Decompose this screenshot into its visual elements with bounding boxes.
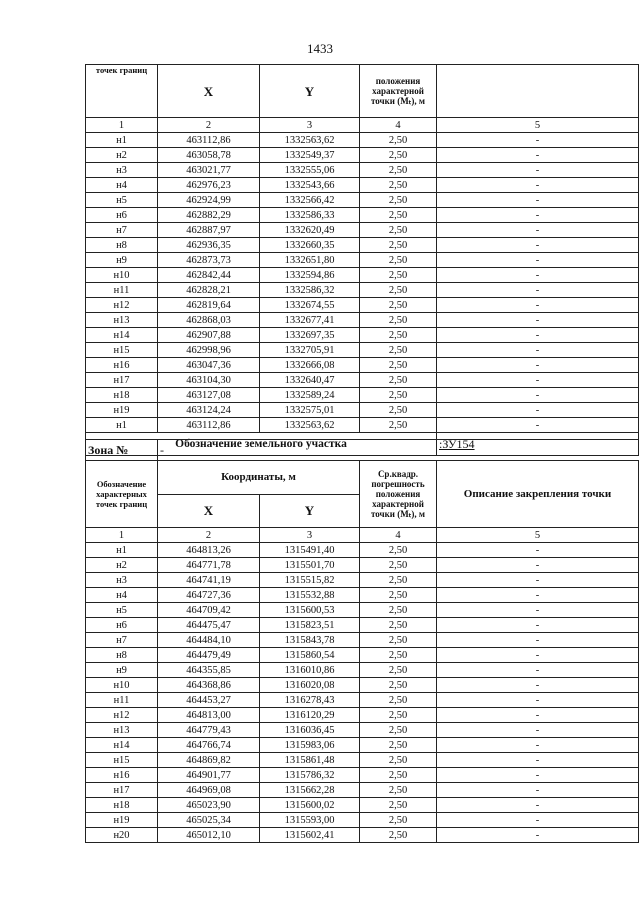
point-id-cell: н7 — [86, 223, 158, 238]
description-cell: - — [437, 253, 639, 268]
point-id-cell: н7 — [86, 633, 158, 648]
y-coordinate-cell: 1315532,88 — [260, 588, 360, 603]
description-cell: - — [437, 693, 639, 708]
x-coordinate-cell: 464355,85 — [158, 663, 260, 678]
y-coordinate-cell: 1315861,48 — [260, 753, 360, 768]
x-coordinate-cell: 465023,90 — [158, 798, 260, 813]
table-row — [86, 648, 639, 663]
accuracy-cell: 2,50 — [360, 238, 437, 253]
y-coordinate-cell: 1315662,28 — [260, 783, 360, 798]
table-row — [86, 388, 639, 403]
point-id-cell: н2 — [86, 148, 158, 163]
table-1-numbering-row — [86, 118, 639, 133]
table-row — [86, 208, 639, 223]
description-cell: - — [437, 163, 639, 178]
numbering-cell: 1 — [86, 528, 158, 543]
numbering-cell: 5 — [437, 118, 639, 133]
accuracy-cell: 2,50 — [360, 618, 437, 633]
zone-row — [86, 440, 639, 461]
table-2-header-row-1 — [86, 461, 639, 495]
point-id-cell: н10 — [86, 268, 158, 283]
table-row — [86, 178, 639, 193]
description-cell: - — [437, 603, 639, 618]
accuracy-cell: 2,50 — [360, 573, 437, 588]
numbering-cell: 1 — [86, 118, 158, 133]
description-cell: - — [437, 208, 639, 223]
table-row — [86, 193, 639, 208]
accuracy-cell: 2,50 — [360, 313, 437, 328]
accuracy-cell: 2,50 — [360, 753, 437, 768]
y-coordinate-cell: 1332589,24 — [260, 388, 360, 403]
x-coordinate-cell: 462868,03 — [158, 313, 260, 328]
point-id-cell: н8 — [86, 238, 158, 253]
table-row — [86, 693, 639, 708]
accuracy-cell: 2,50 — [360, 648, 437, 663]
description-cell: - — [437, 813, 639, 828]
zone-value: - — [158, 440, 639, 461]
accuracy-cell: 2,50 — [360, 388, 437, 403]
table-row — [86, 753, 639, 768]
description-cell: - — [437, 783, 639, 798]
table-row — [86, 238, 639, 253]
y-coordinate-cell: 1332555,06 — [260, 163, 360, 178]
point-id-cell: н9 — [86, 663, 158, 678]
x-coordinate-cell: 462828,21 — [158, 283, 260, 298]
description-cell: - — [437, 588, 639, 603]
point-id-cell: н8 — [86, 648, 158, 663]
y-coordinate-cell: 1316278,43 — [260, 693, 360, 708]
description-cell: - — [437, 298, 639, 313]
description-cell: - — [437, 358, 639, 373]
y-coordinate-cell: 1332549,37 — [260, 148, 360, 163]
table-row — [86, 148, 639, 163]
y-coordinate-cell: 1332575,01 — [260, 403, 360, 418]
point-id-cell: н1 — [86, 543, 158, 558]
point-id-cell: н2 — [86, 558, 158, 573]
description-cell: - — [437, 828, 639, 843]
point-id-cell: н19 — [86, 403, 158, 418]
y-coordinate-cell: 1332705,91 — [260, 343, 360, 358]
y-coordinate-cell: 1316036,45 — [260, 723, 360, 738]
accuracy-cell: 2,50 — [360, 828, 437, 843]
accuracy-cell: 2,50 — [360, 403, 437, 418]
point-id-cell: н17 — [86, 783, 158, 798]
x-coordinate-cell: 464869,82 — [158, 753, 260, 768]
table-row — [86, 798, 639, 813]
y-coordinate-cell: 1315501,70 — [260, 558, 360, 573]
point-id-cell: н9 — [86, 253, 158, 268]
table-row — [86, 768, 639, 783]
y-coordinate-cell: 1315843,78 — [260, 633, 360, 648]
table-row — [86, 133, 639, 148]
x-coordinate-cell: 464813,00 — [158, 708, 260, 723]
table-row — [86, 603, 639, 618]
x-coordinate-cell: 462842,44 — [158, 268, 260, 283]
table-1-header-row — [86, 65, 639, 118]
x-coordinate-cell: 462936,35 — [158, 238, 260, 253]
x-coordinate-cell: 463112,86 — [158, 418, 260, 433]
header-accuracy: положения характерной точки (Mₜ), м — [360, 65, 437, 118]
accuracy-cell: 2,50 — [360, 133, 437, 148]
point-id-cell: н5 — [86, 193, 158, 208]
description-cell: - — [437, 403, 639, 418]
point-id-cell: н6 — [86, 618, 158, 633]
y-coordinate-cell: 1332640,47 — [260, 373, 360, 388]
numbering-cell: 3 — [260, 118, 360, 133]
x-coordinate-cell: 464727,36 — [158, 588, 260, 603]
description-cell: - — [437, 268, 639, 283]
description-cell: - — [437, 768, 639, 783]
description-cell: - — [437, 148, 639, 163]
table-row — [86, 558, 639, 573]
x-coordinate-cell: 463104,30 — [158, 373, 260, 388]
description-cell: - — [437, 313, 639, 328]
y-coordinate-cell: 1315491,40 — [260, 543, 360, 558]
description-cell: - — [437, 388, 639, 403]
description-cell: - — [437, 633, 639, 648]
x-coordinate-cell: 464475,47 — [158, 618, 260, 633]
y-coordinate-cell: 1315600,02 — [260, 798, 360, 813]
x-coordinate-cell: 465025,34 — [158, 813, 260, 828]
y-coordinate-cell: 1315786,32 — [260, 768, 360, 783]
table-row — [86, 223, 639, 238]
accuracy-cell: 2,50 — [360, 178, 437, 193]
x-coordinate-cell: 464969,08 — [158, 783, 260, 798]
x-coordinate-cell: 463127,08 — [158, 388, 260, 403]
y-coordinate-cell: 1332674,55 — [260, 298, 360, 313]
header-points: Обозначение характерных точек границ — [86, 461, 158, 528]
point-id-cell: н17 — [86, 373, 158, 388]
table-row — [86, 633, 639, 648]
numbering-cell: 4 — [360, 118, 437, 133]
x-coordinate-cell: 462882,29 — [158, 208, 260, 223]
table-row — [86, 358, 639, 373]
header-coordinates: Координаты, м — [158, 461, 360, 495]
point-id-cell: н16 — [86, 358, 158, 373]
y-coordinate-cell: 1315593,00 — [260, 813, 360, 828]
y-coordinate-cell: 1332677,41 — [260, 313, 360, 328]
description-cell: - — [437, 573, 639, 588]
table-row — [86, 588, 639, 603]
point-id-cell: н14 — [86, 328, 158, 343]
point-id-cell: н6 — [86, 208, 158, 223]
header-x: X — [158, 65, 260, 118]
accuracy-cell: 2,50 — [360, 663, 437, 678]
y-coordinate-cell: 1315983,06 — [260, 738, 360, 753]
y-coordinate-cell: 1316120,29 — [260, 708, 360, 723]
y-coordinate-cell: 1332697,35 — [260, 328, 360, 343]
point-id-cell: н11 — [86, 693, 158, 708]
table-row — [86, 828, 639, 843]
table-row — [86, 343, 639, 358]
y-coordinate-cell: 1332586,32 — [260, 283, 360, 298]
parcel-label: Обозначение земельного участка — [86, 433, 437, 456]
point-id-cell: н15 — [86, 753, 158, 768]
description-cell: - — [437, 328, 639, 343]
x-coordinate-cell: 464766,74 — [158, 738, 260, 753]
x-coordinate-cell: 465012,10 — [158, 828, 260, 843]
accuracy-cell: 2,50 — [360, 783, 437, 798]
table-row — [86, 783, 639, 798]
accuracy-cell: 2,50 — [360, 738, 437, 753]
y-coordinate-cell: 1332543,66 — [260, 178, 360, 193]
description-cell: - — [437, 178, 639, 193]
description-cell: - — [437, 708, 639, 723]
accuracy-cell: 2,50 — [360, 693, 437, 708]
y-coordinate-cell: 1332563,62 — [260, 418, 360, 433]
y-coordinate-cell: 1332620,49 — [260, 223, 360, 238]
accuracy-cell: 2,50 — [360, 268, 437, 283]
coordinates-table-1 — [85, 64, 639, 456]
table-row — [86, 543, 639, 558]
table-row — [86, 813, 639, 828]
accuracy-cell: 2,50 — [360, 343, 437, 358]
accuracy-cell: 2,50 — [360, 603, 437, 618]
description-cell: - — [437, 283, 639, 298]
description-cell: - — [437, 558, 639, 573]
description-cell: - — [437, 343, 639, 358]
accuracy-cell: 2,50 — [360, 798, 437, 813]
y-coordinate-cell: 1316010,86 — [260, 663, 360, 678]
page-number: 1433 — [307, 41, 333, 56]
x-coordinate-cell: 463124,24 — [158, 403, 260, 418]
table-row — [86, 723, 639, 738]
point-id-cell: н13 — [86, 313, 158, 328]
coordinates-table-2 — [85, 439, 639, 843]
accuracy-cell: 2,50 — [360, 148, 437, 163]
table-row — [86, 373, 639, 388]
accuracy-cell: 2,50 — [360, 678, 437, 693]
table-row — [86, 403, 639, 418]
point-id-cell: н11 — [86, 283, 158, 298]
y-coordinate-cell: 1332660,35 — [260, 238, 360, 253]
accuracy-cell: 2,50 — [360, 588, 437, 603]
description-cell: - — [437, 133, 639, 148]
point-id-cell: н4 — [86, 588, 158, 603]
y-coordinate-cell: 1332666,08 — [260, 358, 360, 373]
table-row — [86, 708, 639, 723]
point-id-cell: н18 — [86, 388, 158, 403]
header-description: Описание закрепления точки — [437, 461, 639, 528]
description-cell: - — [437, 753, 639, 768]
description-cell: - — [437, 798, 639, 813]
table-row — [86, 328, 639, 343]
header-description — [437, 65, 639, 118]
table-row — [86, 283, 639, 298]
x-coordinate-cell: 463112,86 — [158, 133, 260, 148]
x-coordinate-cell: 462907,88 — [158, 328, 260, 343]
accuracy-cell: 2,50 — [360, 298, 437, 313]
x-coordinate-cell: 464453,27 — [158, 693, 260, 708]
point-id-cell: н16 — [86, 768, 158, 783]
accuracy-cell: 2,50 — [360, 208, 437, 223]
accuracy-cell: 2,50 — [360, 373, 437, 388]
accuracy-cell: 2,50 — [360, 543, 437, 558]
x-coordinate-cell: 464779,43 — [158, 723, 260, 738]
header-x: X — [158, 494, 260, 528]
description-cell: - — [437, 238, 639, 253]
description-cell: - — [437, 678, 639, 693]
y-coordinate-cell: 1332594,86 — [260, 268, 360, 283]
accuracy-cell: 2,50 — [360, 223, 437, 238]
x-coordinate-cell: 464901,77 — [158, 768, 260, 783]
description-cell: - — [437, 723, 639, 738]
accuracy-cell: 2,50 — [360, 558, 437, 573]
description-cell: - — [437, 663, 639, 678]
table-row — [86, 738, 639, 753]
point-id-cell: н12 — [86, 298, 158, 313]
table-row — [86, 663, 639, 678]
table-row — [86, 253, 639, 268]
table-row — [86, 573, 639, 588]
numbering-cell: 4 — [360, 528, 437, 543]
description-cell: - — [437, 648, 639, 663]
accuracy-cell: 2,50 — [360, 723, 437, 738]
y-coordinate-cell: 1332566,42 — [260, 193, 360, 208]
accuracy-cell: 2,50 — [360, 253, 437, 268]
x-coordinate-cell: 462819,64 — [158, 298, 260, 313]
x-coordinate-cell: 464479,49 — [158, 648, 260, 663]
y-coordinate-cell: 1332563,62 — [260, 133, 360, 148]
description-cell: - — [437, 373, 639, 388]
description-cell: - — [437, 543, 639, 558]
accuracy-cell: 2,50 — [360, 193, 437, 208]
numbering-cell: 5 — [437, 528, 639, 543]
header-y: Y — [260, 494, 360, 528]
accuracy-cell: 2,50 — [360, 328, 437, 343]
point-id-cell: н3 — [86, 163, 158, 178]
accuracy-cell: 2,50 — [360, 283, 437, 298]
point-id-cell: н10 — [86, 678, 158, 693]
point-id-cell: н12 — [86, 708, 158, 723]
point-id-cell: н19 — [86, 813, 158, 828]
point-id-cell: н13 — [86, 723, 158, 738]
y-coordinate-cell: 1315860,54 — [260, 648, 360, 663]
y-coordinate-cell: 1315823,51 — [260, 618, 360, 633]
accuracy-cell: 2,50 — [360, 768, 437, 783]
table-row — [86, 313, 639, 328]
point-id-cell: н14 — [86, 738, 158, 753]
numbering-cell: 2 — [158, 528, 260, 543]
y-coordinate-cell: 1332651,80 — [260, 253, 360, 268]
x-coordinate-cell: 464771,78 — [158, 558, 260, 573]
accuracy-cell: 2,50 — [360, 708, 437, 723]
x-coordinate-cell: 463021,77 — [158, 163, 260, 178]
header-accuracy: Ср.квадр. погрешность положения характерной точки (Mₜ), м — [360, 461, 437, 528]
accuracy-cell: 2,50 — [360, 633, 437, 648]
zone-label: Зона № — [86, 440, 158, 461]
point-id-cell: н5 — [86, 603, 158, 618]
header-y: Y — [260, 65, 360, 118]
y-coordinate-cell: 1332586,33 — [260, 208, 360, 223]
x-coordinate-cell: 462887,97 — [158, 223, 260, 238]
x-coordinate-cell: 462873,73 — [158, 253, 260, 268]
numbering-cell: 3 — [260, 528, 360, 543]
y-coordinate-cell: 1316020,08 — [260, 678, 360, 693]
point-id-cell: н4 — [86, 178, 158, 193]
point-id-cell: н1 — [86, 133, 158, 148]
point-id-cell: н15 — [86, 343, 158, 358]
point-id-cell: н1 — [86, 418, 158, 433]
table-row — [86, 618, 639, 633]
point-id-cell: н18 — [86, 798, 158, 813]
table-row — [86, 678, 639, 693]
description-cell: - — [437, 223, 639, 238]
table-row — [86, 418, 639, 433]
y-coordinate-cell: 1315602,41 — [260, 828, 360, 843]
x-coordinate-cell: 462924,99 — [158, 193, 260, 208]
accuracy-cell: 2,50 — [360, 358, 437, 373]
table-row — [86, 163, 639, 178]
point-id-cell: н20 — [86, 828, 158, 843]
x-coordinate-cell: 463047,36 — [158, 358, 260, 373]
accuracy-cell: 2,50 — [360, 813, 437, 828]
y-coordinate-cell: 1315600,53 — [260, 603, 360, 618]
description-cell: - — [437, 618, 639, 633]
x-coordinate-cell: 464813,26 — [158, 543, 260, 558]
table-row — [86, 298, 639, 313]
parcel-value: :ЗУ154 — [437, 433, 639, 456]
accuracy-cell: 2,50 — [360, 418, 437, 433]
numbering-cell: 2 — [158, 118, 260, 133]
header-points: точек границ — [86, 65, 158, 118]
description-cell: - — [437, 738, 639, 753]
table-2-numbering-row — [86, 528, 639, 543]
x-coordinate-cell: 464484,10 — [158, 633, 260, 648]
accuracy-cell: 2,50 — [360, 163, 437, 178]
x-coordinate-cell: 464368,86 — [158, 678, 260, 693]
table-row — [86, 268, 639, 283]
description-cell: - — [437, 193, 639, 208]
x-coordinate-cell: 464741,19 — [158, 573, 260, 588]
x-coordinate-cell: 463058,78 — [158, 148, 260, 163]
x-coordinate-cell: 462976,23 — [158, 178, 260, 193]
y-coordinate-cell: 1315515,82 — [260, 573, 360, 588]
x-coordinate-cell: 464709,42 — [158, 603, 260, 618]
x-coordinate-cell: 462998,96 — [158, 343, 260, 358]
description-cell: - — [437, 418, 639, 433]
point-id-cell: н3 — [86, 573, 158, 588]
